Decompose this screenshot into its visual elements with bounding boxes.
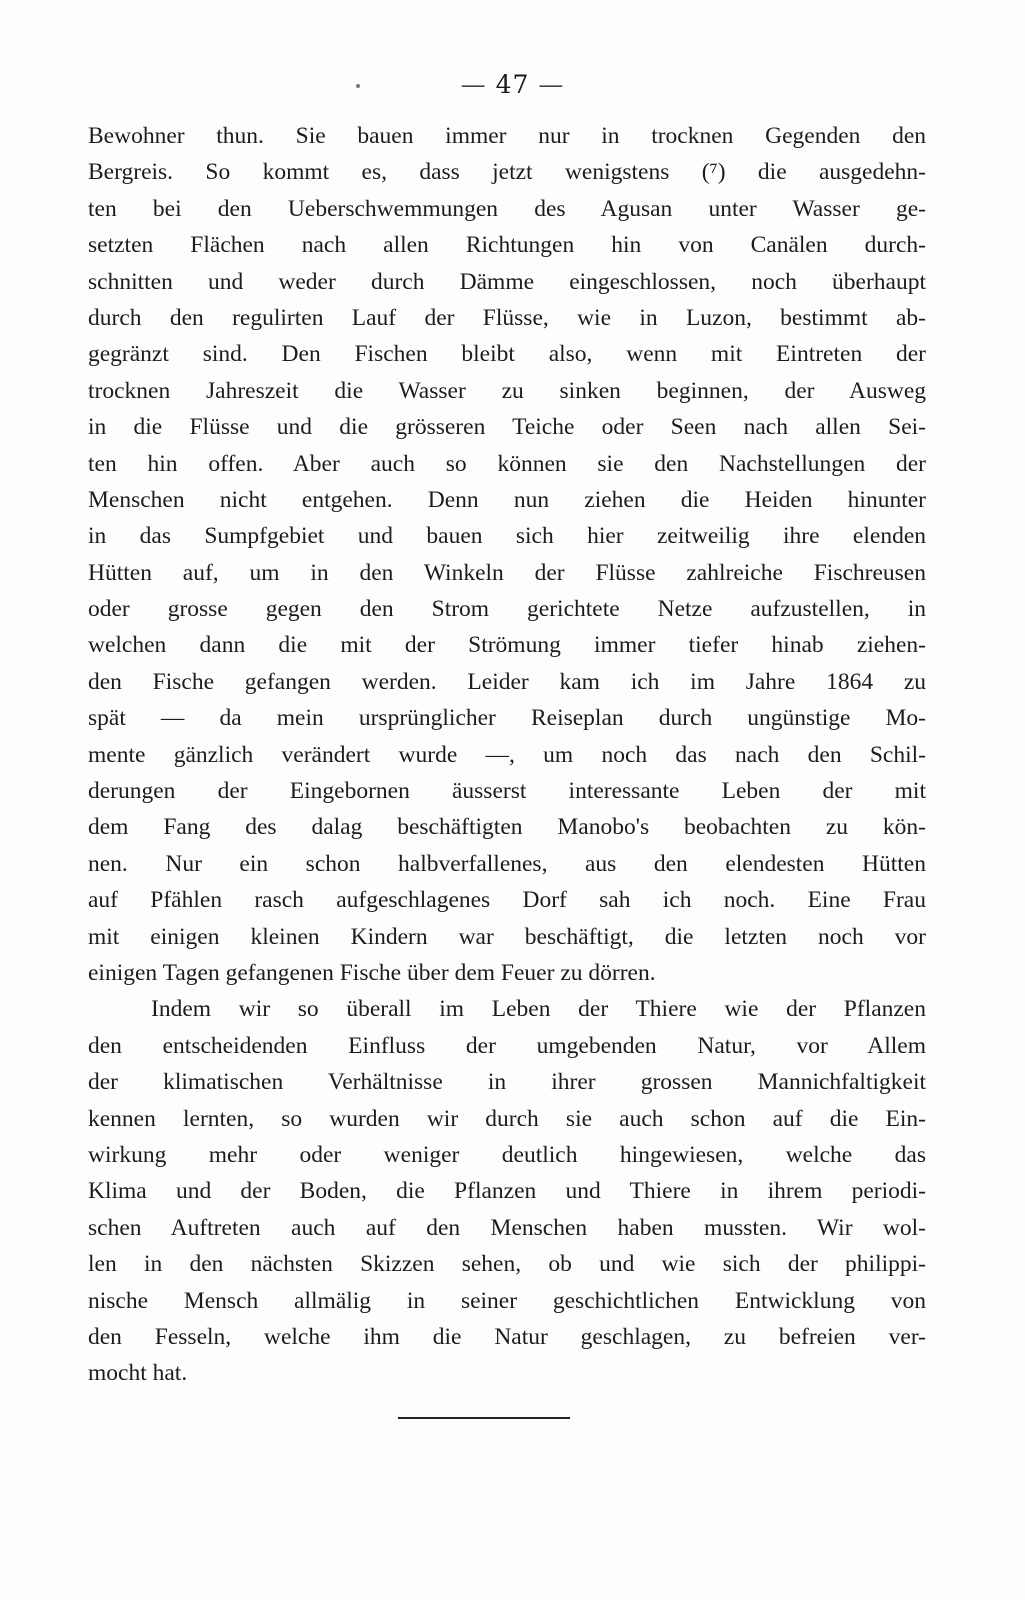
paragraph <box>88 991 926 1391</box>
text-line: Hütten auf, um in den Winkeln der Flüsse zahlreiche Fischreusen <box>88 559 926 586</box>
text-line: nische Mensch allmälig in seiner geschichtlichen Entwicklung von <box>88 1287 926 1314</box>
text-line: ten bei den Ueberschwemmungen des Agusan unter Wasser ge- <box>88 195 926 222</box>
text-line: kennen lernten, so wurden wir durch sie auch schon auf die Ein- <box>88 1105 926 1132</box>
text-line: den entscheidenden Einfluss der umgebenden Natur, vor Allem <box>88 1032 926 1059</box>
text-line: durch den regulirten Lauf der Flüsse, wie in Luzon, bestimmt ab- <box>88 304 926 331</box>
text-line: gegränzt sind. Den Fischen bleibt also, wenn mit Eintreten der <box>88 341 926 368</box>
text-line: schnitten und weder durch Dämme eingeschlossen, noch überhaupt <box>88 268 926 295</box>
text-line: len in den nächsten Skizzen sehen, ob und wie sich der philippi- <box>88 1251 926 1278</box>
text-line: in die Flüsse und die grösseren Teiche oder Seen nach allen Sei- <box>88 414 926 441</box>
text-line: oder grosse gegen den Strom gerichtete Netze aufzustellen, in <box>88 596 926 623</box>
text-line: den Fische gefangen werden. Leider kam ich im Jahre 1864 zu <box>88 668 926 695</box>
text-line: schen Auftreten auch auf den Menschen haben mussten. Wir wol- <box>88 1214 926 1241</box>
text-line: in das Sumpfgebiet und bauen sich hier zeitweilig ihre elenden <box>88 523 926 550</box>
text-line: ten hin offen. Aber auch so können sie den Nachstellungen der <box>88 450 926 477</box>
dash-left: — <box>460 70 487 99</box>
end-rule-divider <box>398 1417 570 1419</box>
text-line: setzten Flächen nach allen Richtungen hin von Canälen durch- <box>88 232 926 259</box>
text-line: einigen Tagen gefangenen Fische über dem Feuer zu dörren. <box>88 959 656 986</box>
text-line: mit einigen kleinen Kindern war beschäftigt, die letzten noch vor <box>88 923 926 950</box>
text-line: derungen der Eingebornen äusserst interessante Leben der mit <box>88 778 926 805</box>
text-line: trocknen Jahreszeit die Wasser zu sinken beginnen, der Ausweg <box>88 377 926 404</box>
text-line: mocht hat. <box>88 1360 188 1387</box>
page-number-header <box>0 70 1025 99</box>
text-line: mente gänzlich verändert wurde —, um noch das nach den Schil- <box>88 741 926 768</box>
text-line: dem Fang des dalag beschäftigten Manobo's beobachten zu kön- <box>88 814 926 841</box>
page-number: 47 <box>495 70 530 99</box>
text-line: spät — da mein ursprünglicher Reiseplan durch ungünstige Mo- <box>88 705 926 732</box>
text-line: der klimatischen Verhältnisse in ihrer grossen Mannichfaltigkeit <box>88 1069 926 1096</box>
text-line: welchen dann die mit der Strömung immer tiefer hinab ziehen- <box>88 632 926 659</box>
text-line: den Fesseln, welche ihm die Natur geschlagen, zu befreien ver- <box>88 1323 926 1350</box>
dash-right: — <box>538 70 565 99</box>
text-line: nen. Nur ein schon halbverfallenes, aus den elendesten Hütten <box>88 850 926 877</box>
body-text <box>88 118 926 1392</box>
text-line: Bergreis. So kommt es, dass jetzt wenigstens (⁷) die ausgedehn- <box>88 159 926 186</box>
paragraph <box>88 118 926 991</box>
text-line: Bewohner thun. Sie bauen immer nur in trocknen Gegenden den <box>88 123 926 149</box>
text-line: Indem wir so überall im Leben der Thiere wie der Pflanzen <box>151 996 926 1023</box>
text-line: auf Pfählen rasch aufgeschlagenes Dorf sah ich noch. Eine Frau <box>88 887 926 914</box>
print-speck <box>356 84 360 88</box>
text-line: wirkung mehr oder weniger deutlich hingewiesen, welche das <box>88 1141 926 1168</box>
text-line: Klima und der Boden, die Pflanzen und Thiere in ihrem periodi- <box>88 1178 926 1205</box>
text-line: Menschen nicht entgehen. Denn nun ziehen die Heiden hinunter <box>88 486 926 513</box>
